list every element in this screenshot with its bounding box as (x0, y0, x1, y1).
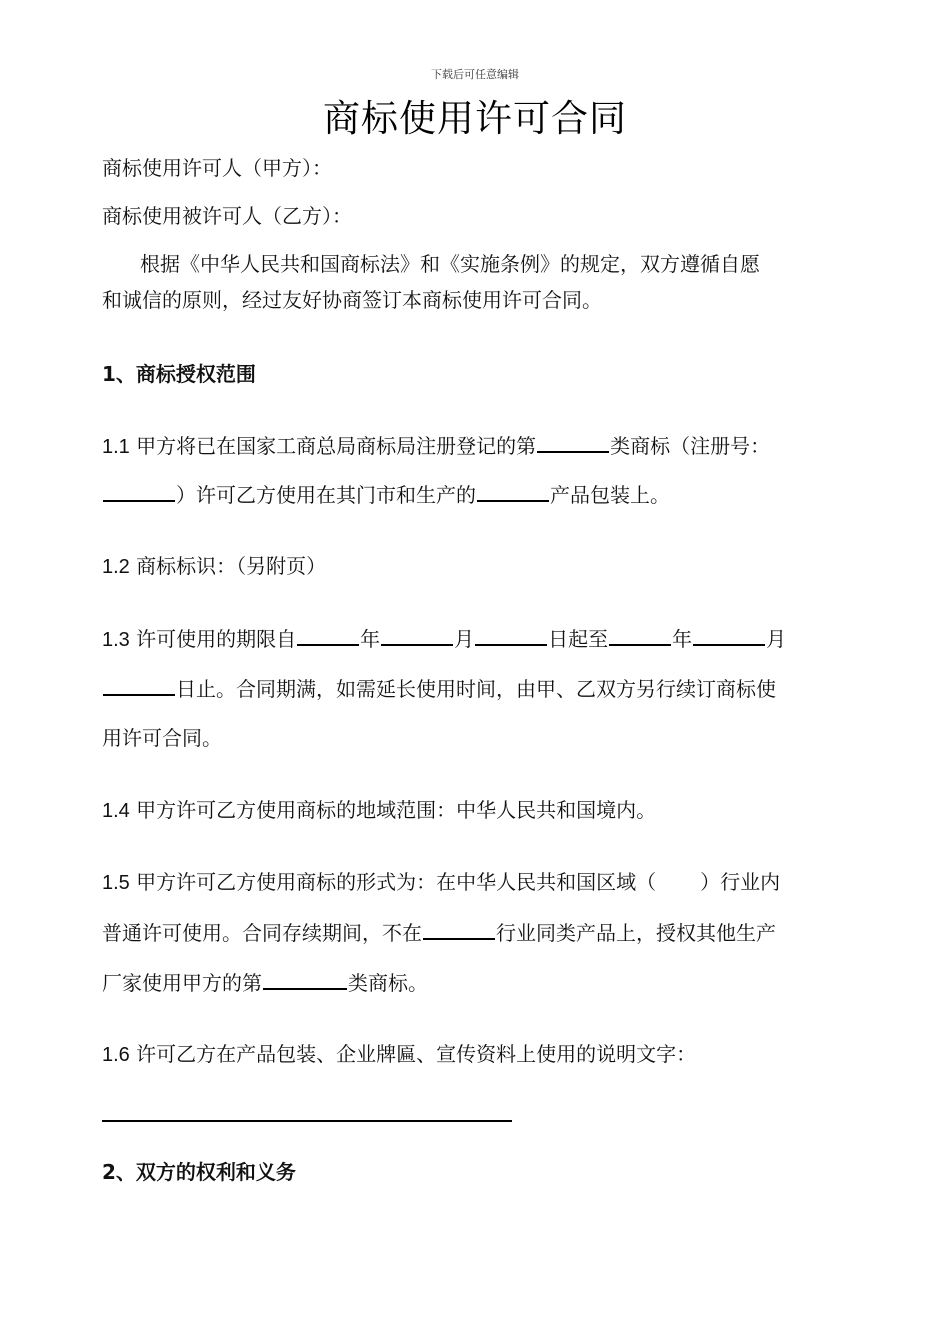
clause-1-3-line-2 (102, 674, 862, 703)
clause-1-5-line-1 (102, 868, 862, 897)
clause-1-6 (102, 1040, 862, 1069)
clause-text: 行业同类产品上，授权其他生产 (496, 921, 776, 945)
blank-field[interactable] (477, 480, 549, 502)
clause-text: 商标标识：（另附页） (136, 554, 327, 578)
intro-line-1: 根据《中华人民共和国商标法》和《实施条例》的规定，双方遵循自愿 (140, 252, 760, 276)
blank-field[interactable] (263, 968, 347, 990)
clause-text: 产品包装上。 (550, 483, 670, 507)
document-title: 商标使用许可合同 (323, 97, 627, 140)
clause-text: 月 (454, 627, 475, 651)
clause-1-5-line-2 (102, 918, 862, 947)
clause-1-3-line-3: 用许可合同。 (102, 726, 222, 750)
blank-field[interactable] (423, 918, 495, 940)
clause-text: 甲方将已在国家工商总局商标局注册登记的第 (136, 434, 537, 458)
clause-text: 许可使用的期限自 (136, 627, 297, 651)
clause-text: 类商标（注册号： (610, 434, 771, 458)
header-note: 下载后可任意编辑 (431, 68, 519, 81)
party-a-line: 商标使用许可人（甲方）： (102, 156, 332, 180)
clause-text: 甲方许可乙方使用商标的形式为：在中华人民共和国区域（ (136, 870, 657, 894)
clause-number: 1.6 (102, 1044, 130, 1066)
clause-text: ）许可乙方使用在其门市和生产的 (176, 483, 476, 507)
clause-1-3-line-1 (102, 624, 862, 654)
clause-text: 日起至 (548, 627, 609, 651)
clause-1-5-line-3 (102, 968, 862, 997)
clause-1-1-line-2 (102, 480, 862, 509)
clause-text: 年 (672, 627, 693, 651)
clause-1-1-line-1 (102, 431, 862, 461)
intro-line-2: 和诚信的原则，经过友好协商签订本商标使用许可合同。 (102, 288, 602, 312)
clause-text: 许可乙方在产品包装、企业牌匾、宣传资料上使用的说明文字： (136, 1042, 697, 1066)
clause-text: 日止。合同期满，如需延长使用时间，由甲、乙双方另行续订商标使 (176, 677, 776, 701)
clause-text: 甲方许可乙方使用商标的地域范围：中华人民共和国境内。 (136, 798, 657, 822)
description-blank-line[interactable] (102, 1120, 512, 1122)
clause-number: 1.3 (102, 629, 130, 651)
blank-field[interactable] (537, 431, 609, 453)
section-2-heading: 2、双方的权利和义务 (102, 1160, 296, 1184)
clause-number: 1.1 (102, 436, 130, 458)
clause-number: 1.5 (102, 872, 130, 894)
clause-number: 1.4 (102, 800, 130, 822)
blank-field[interactable] (103, 480, 175, 502)
clause-text: ）行业内 (700, 870, 781, 894)
clause-text: 月 (766, 627, 787, 651)
clause-text: 年 (360, 627, 381, 651)
clause-1-4 (102, 796, 862, 825)
clause-text: 类商标。 (348, 971, 428, 995)
blank-field[interactable] (103, 674, 175, 696)
blank-field[interactable] (297, 624, 359, 646)
blank-field[interactable] (693, 624, 765, 646)
section-1-heading: 1、商标授权范围 (102, 362, 256, 386)
blank-field[interactable] (475, 624, 547, 646)
clause-1-2 (102, 552, 862, 581)
party-b-line: 商标使用被许可人（乙方）： (102, 204, 352, 228)
clause-text: 厂家使用甲方的第 (102, 971, 262, 995)
blank-field[interactable] (381, 624, 453, 646)
clause-text: 普通许可使用。合同存续期间，不在 (102, 921, 422, 945)
clause-number: 1.2 (102, 556, 130, 578)
blank-field[interactable] (609, 624, 671, 646)
